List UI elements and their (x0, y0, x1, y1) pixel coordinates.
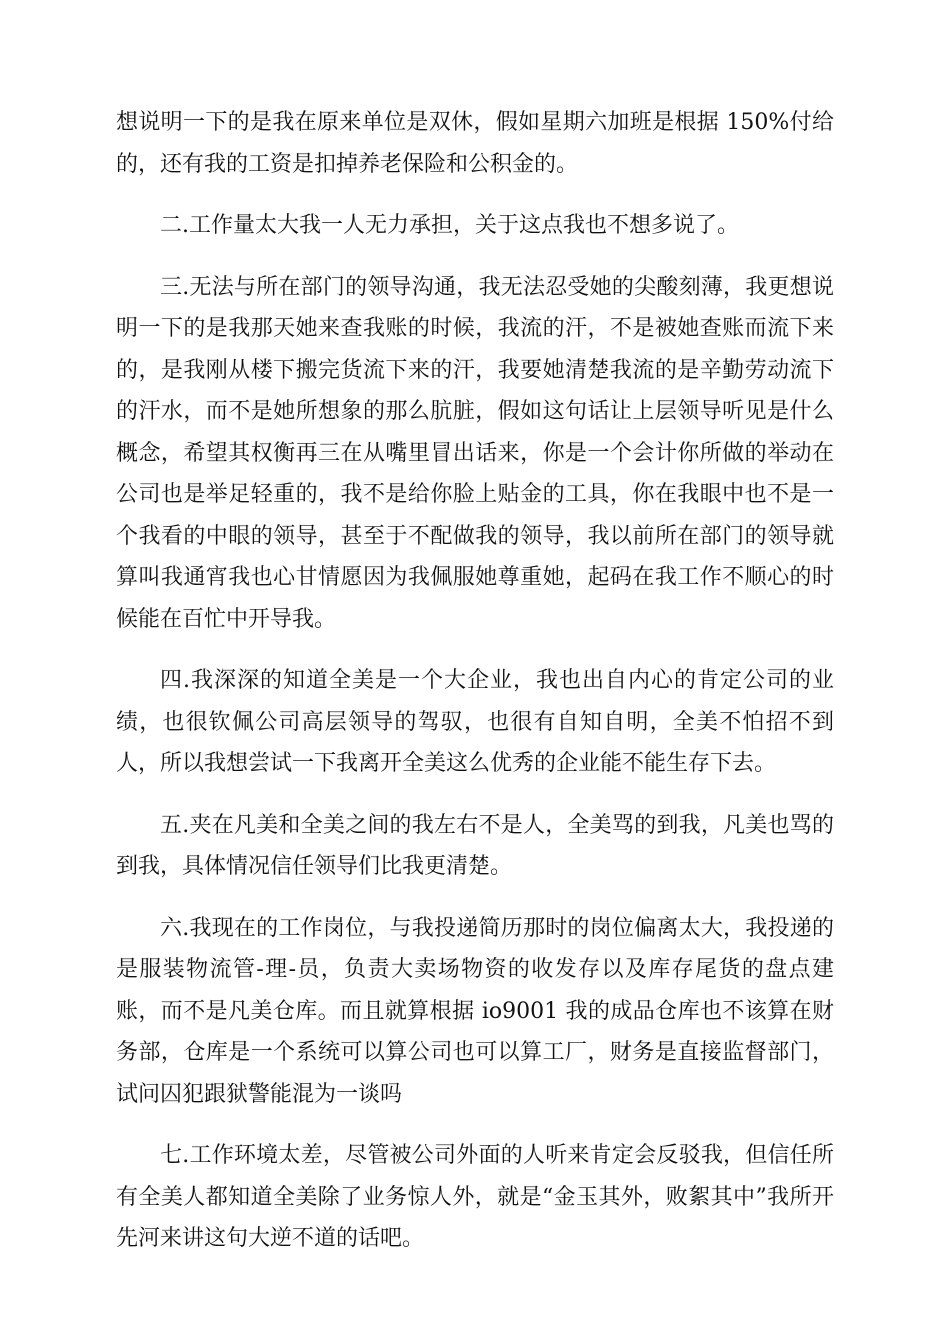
paragraph-point-6: 六.我现在的工作岗位，与我投递简历那时的岗位偏离太大，我投递的是服装物流管-理-员，负责大卖场物资的收发存以及库存尾货的盘点建账，而不是凡美仓库。而且就算根据 io9001 我的成品仓库也不该算在财务部，仓库是一个系统可以算公司也可以算工厂，财务是直接监督部门，试问囚犯跟狱警能混为一谈吗 (116, 915, 834, 1107)
paragraph-point-4: 四.我深深的知道全美是一个大企业，我也出自内心的肯定公司的业绩，也很钦佩公司高层领导的驾驭，也很有自知自明，全美不怕招不到人，所以我想尝试一下我离开全美这么优秀的企业能不能生存下去。 (116, 668, 834, 776)
paragraph-point-7: 七.工作环境太差，尽管被公司外面的人听来肯定会反驳我，但信任所有全美人都知道全美除了业务惊人外，就是“金玉其外，败絮其中”我所开先河来讲这句大逆不道的话吧。 (116, 1143, 834, 1251)
paragraph-point-3: 三.无法与所在部门的领导沟通，我无法忍受她的尖酸刻薄，我更想说明一下的是我那天她来查我账的时候，我流的汗，不是被她查账而流下来的，是我刚从楼下搬完货流下来的汗，我要她清楚我流的是辛勤劳动流下的汗水，而不是她所想象的那么肮脏，假如这句话让上层领导听见是什么概念，希望其权衡再三在从嘴里冒出话来，你是一个会计你所做的举动在公司也是举足轻重的，我不是给你脸上贴金的工具，你在我眼中也不是一个我看的中眼的领导，甚至于不配做我的领导，我以前所在部门的领导就算叫我通宵我也心甘情愿因为我佩服她尊重她，起码在我工作不顺心的时候能在百忙中开导我。 (116, 274, 834, 632)
paragraph-point-5: 五.夹在凡美和全美之间的我左右不是人，全美骂的到我，凡美也骂的到我，具体情况信任领导们比我更清楚。 (116, 812, 834, 879)
paragraph-continuation: 想说明一下的是我在原来单位是双休，假如星期六加班是根据 150%付给的，还有我的工资是扣掉养老保险和公积金的。 (116, 110, 834, 177)
document-body (116, 102, 834, 1280)
paragraph-point-2: 二.工作量太大我一人无力承担，关于这点我也不想多说了。 (160, 213, 739, 238)
